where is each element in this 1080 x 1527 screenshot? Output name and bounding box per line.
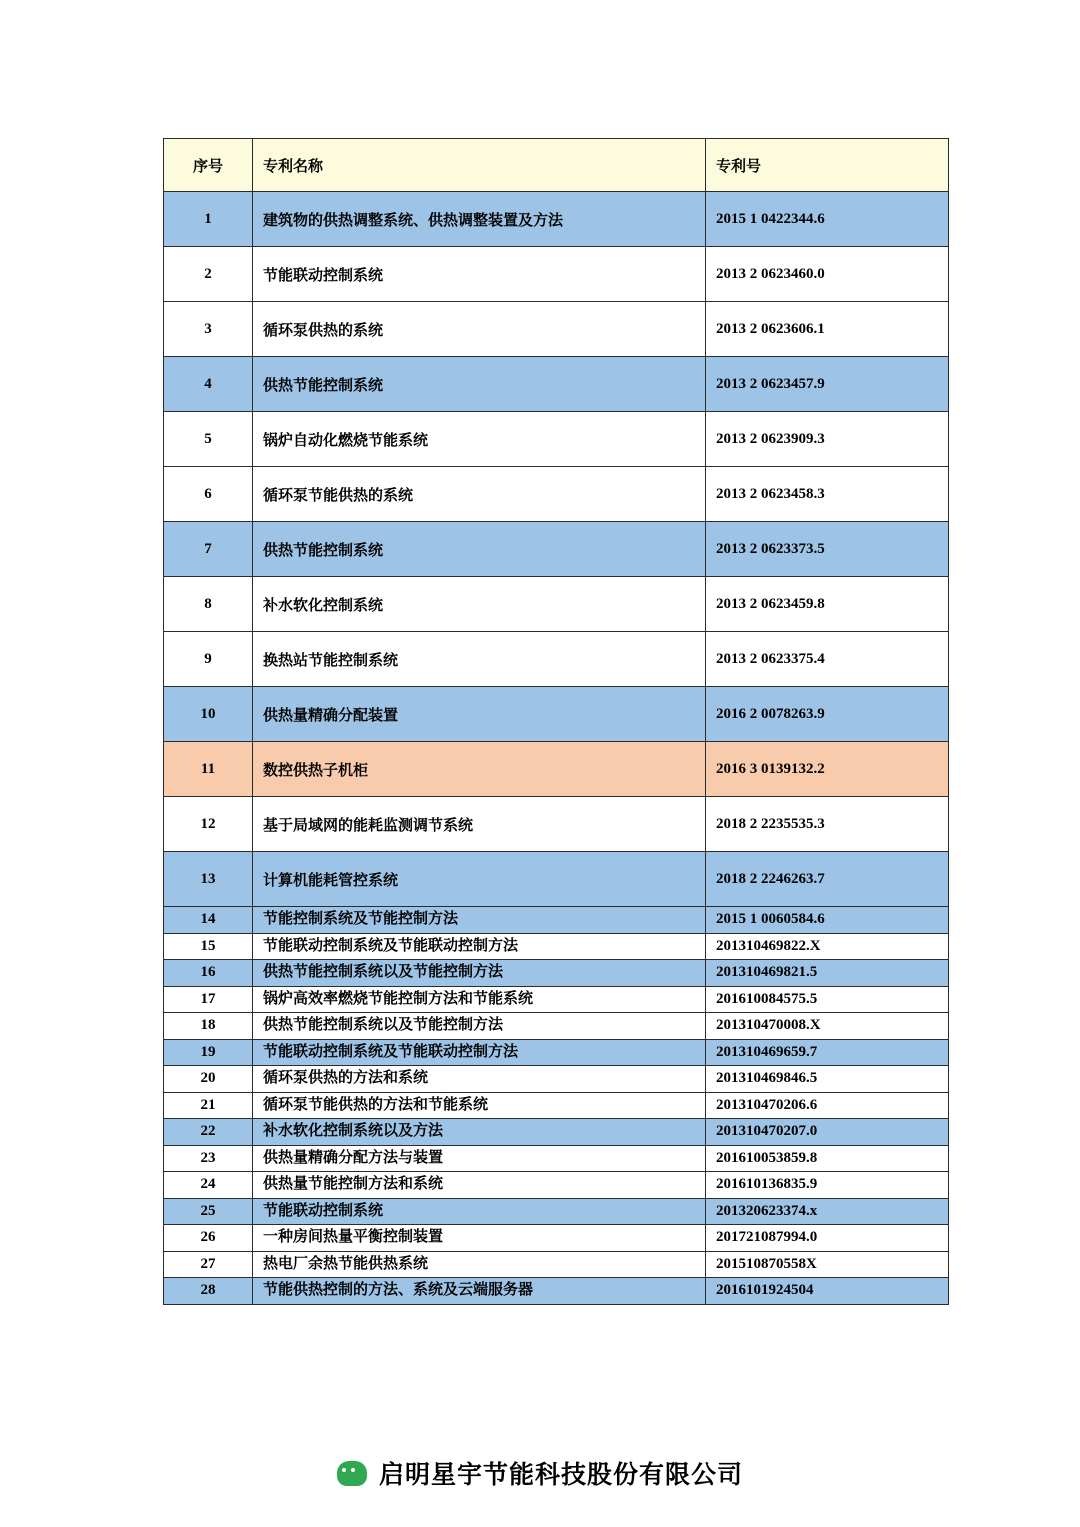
cell-patent-number: 2016101924504: [706, 1278, 949, 1305]
wechat-icon: [337, 1461, 367, 1486]
cell-patent-name: 换热站节能控制系统: [253, 632, 706, 687]
footer-inner: [337, 1455, 743, 1491]
cell-patent-name: 供热量精确分配方法与装置: [253, 1145, 706, 1172]
table-row: [164, 192, 949, 247]
cell-patent-number: 201310469821.5: [706, 960, 949, 987]
cell-patent-name: 供热节能控制系统以及节能控制方法: [253, 960, 706, 987]
cell-patent-name: 节能联动控制系统: [253, 1198, 706, 1225]
table-row: [164, 687, 949, 742]
cell-no: 26: [164, 1225, 253, 1252]
table-row: [164, 1251, 949, 1278]
cell-patent-name: 补水软化控制系统: [253, 577, 706, 632]
table-row: [164, 1172, 949, 1199]
cell-no: 9: [164, 632, 253, 687]
table-row: [164, 986, 949, 1013]
table-body: [164, 192, 949, 1305]
cell-patent-name: 数控供热子机柜: [253, 742, 706, 797]
cell-no: 25: [164, 1198, 253, 1225]
table-row: [164, 1278, 949, 1305]
cell-patent-name: 一种房间热量平衡控制装置: [253, 1225, 706, 1252]
patent-table: [163, 138, 949, 1305]
cell-patent-number: 201610084575.5: [706, 986, 949, 1013]
footer: [0, 1455, 1080, 1491]
cell-patent-number: 2013 2 0623375.4: [706, 632, 949, 687]
cell-patent-name: 节能联动控制系统及节能联动控制方法: [253, 1039, 706, 1066]
cell-patent-number: 201310469846.5: [706, 1066, 949, 1093]
cell-patent-name: 循环泵供热的系统: [253, 302, 706, 357]
cell-no: 13: [164, 852, 253, 907]
cell-no: 2: [164, 247, 253, 302]
cell-patent-name: 建筑物的供热调整系统、供热调整装置及方法: [253, 192, 706, 247]
cell-no: 15: [164, 933, 253, 960]
table-row: [164, 1198, 949, 1225]
cell-no: 6: [164, 467, 253, 522]
company-name: 启明星宇节能科技股份有限公司: [378, 1462, 743, 1489]
cell-patent-number: 2013 2 0623458.3: [706, 467, 949, 522]
cell-patent-name: 供热节能控制系统: [253, 357, 706, 412]
cell-no: 8: [164, 577, 253, 632]
cell-no: 1: [164, 192, 253, 247]
cell-no: 22: [164, 1119, 253, 1146]
cell-patent-name: 供热量精确分配装置: [253, 687, 706, 742]
table-row: [164, 852, 949, 907]
cell-patent-name: 节能联动控制系统: [253, 247, 706, 302]
table-row: [164, 467, 949, 522]
cell-patent-number: 2013 2 0623373.5: [706, 522, 949, 577]
cell-patent-name: 计算机能耗管控系统: [253, 852, 706, 907]
cell-patent-number: 201310470008.X: [706, 1013, 949, 1040]
cell-no: 16: [164, 960, 253, 987]
cell-patent-number: 201510870558X: [706, 1251, 949, 1278]
cell-no: 10: [164, 687, 253, 742]
column-header-no: 序号: [164, 139, 253, 192]
cell-patent-number: 2013 2 0623459.8: [706, 577, 949, 632]
table-row: [164, 1092, 949, 1119]
cell-patent-name: 补水软化控制系统以及方法: [253, 1119, 706, 1146]
cell-no: 24: [164, 1172, 253, 1199]
table-row: [164, 1225, 949, 1252]
cell-no: 17: [164, 986, 253, 1013]
cell-no: 11: [164, 742, 253, 797]
cell-no: 14: [164, 907, 253, 934]
table-row: [164, 1119, 949, 1146]
cell-patent-name: 供热节能控制系统: [253, 522, 706, 577]
cell-patent-name: 供热量节能控制方法和系统: [253, 1172, 706, 1199]
cell-no: 19: [164, 1039, 253, 1066]
cell-patent-name: 供热节能控制系统以及节能控制方法: [253, 1013, 706, 1040]
cell-no: 23: [164, 1145, 253, 1172]
table-row: [164, 522, 949, 577]
table-row: [164, 960, 949, 987]
cell-patent-number: 201610136835.9: [706, 1172, 949, 1199]
cell-no: 3: [164, 302, 253, 357]
cell-no: 4: [164, 357, 253, 412]
table-header: [164, 139, 949, 192]
table-row: [164, 933, 949, 960]
table-row: [164, 797, 949, 852]
cell-patent-number: 2013 2 0623457.9: [706, 357, 949, 412]
table-row: [164, 302, 949, 357]
cell-patent-number: 2013 2 0623909.3: [706, 412, 949, 467]
cell-no: 12: [164, 797, 253, 852]
cell-patent-name: 锅炉高效率燃烧节能控制方法和节能系统: [253, 986, 706, 1013]
cell-patent-name: 热电厂余热节能供热系统: [253, 1251, 706, 1278]
cell-patent-number: 2016 3 0139132.2: [706, 742, 949, 797]
cell-patent-name: 循环泵节能供热的系统: [253, 467, 706, 522]
table-row: [164, 907, 949, 934]
table-row: [164, 1039, 949, 1066]
cell-no: 21: [164, 1092, 253, 1119]
cell-no: 20: [164, 1066, 253, 1093]
cell-patent-number: 201310469822.X: [706, 933, 949, 960]
cell-patent-number: 201721087994.0: [706, 1225, 949, 1252]
cell-no: 28: [164, 1278, 253, 1305]
cell-no: 5: [164, 412, 253, 467]
table-row: [164, 577, 949, 632]
cell-patent-number: 201310469659.7: [706, 1039, 949, 1066]
column-header-name: 专利名称: [253, 139, 706, 192]
cell-patent-number: 2013 2 0623460.0: [706, 247, 949, 302]
cell-patent-number: 2018 2 2246263.7: [706, 852, 949, 907]
cell-patent-number: 2013 2 0623606.1: [706, 302, 949, 357]
cell-patent-name: 节能供热控制的方法、系统及云端服务器: [253, 1278, 706, 1305]
table-row: [164, 1066, 949, 1093]
cell-patent-name: 节能控制系统及节能控制方法: [253, 907, 706, 934]
table-row: [164, 1013, 949, 1040]
cell-patent-name: 节能联动控制系统及节能联动控制方法: [253, 933, 706, 960]
cell-patent-number: 2016 2 0078263.9: [706, 687, 949, 742]
cell-patent-number: 201610053859.8: [706, 1145, 949, 1172]
table-row: [164, 1145, 949, 1172]
table-row: [164, 357, 949, 412]
cell-patent-name: 锅炉自动化燃烧节能系统: [253, 412, 706, 467]
column-header-number: 专利号: [706, 139, 949, 192]
cell-patent-name: 循环泵供热的方法和系统: [253, 1066, 706, 1093]
cell-patent-name: 循环泵节能供热的方法和节能系统: [253, 1092, 706, 1119]
cell-no: 27: [164, 1251, 253, 1278]
cell-no: 7: [164, 522, 253, 577]
cell-patent-number: 2015 1 0060584.6: [706, 907, 949, 934]
cell-patent-number: 2018 2 2235535.3: [706, 797, 949, 852]
cell-patent-number: 201310470207.0: [706, 1119, 949, 1146]
cell-patent-number: 2015 1 0422344.6: [706, 192, 949, 247]
cell-no: 18: [164, 1013, 253, 1040]
table-row: [164, 412, 949, 467]
cell-patent-number: 201310470206.6: [706, 1092, 949, 1119]
table-row: [164, 742, 949, 797]
cell-patent-name: 基于局域网的能耗监测调节系统: [253, 797, 706, 852]
cell-patent-number: 201320623374.x: [706, 1198, 949, 1225]
table-header-row: [164, 139, 949, 192]
table-row: [164, 247, 949, 302]
table-row: [164, 632, 949, 687]
